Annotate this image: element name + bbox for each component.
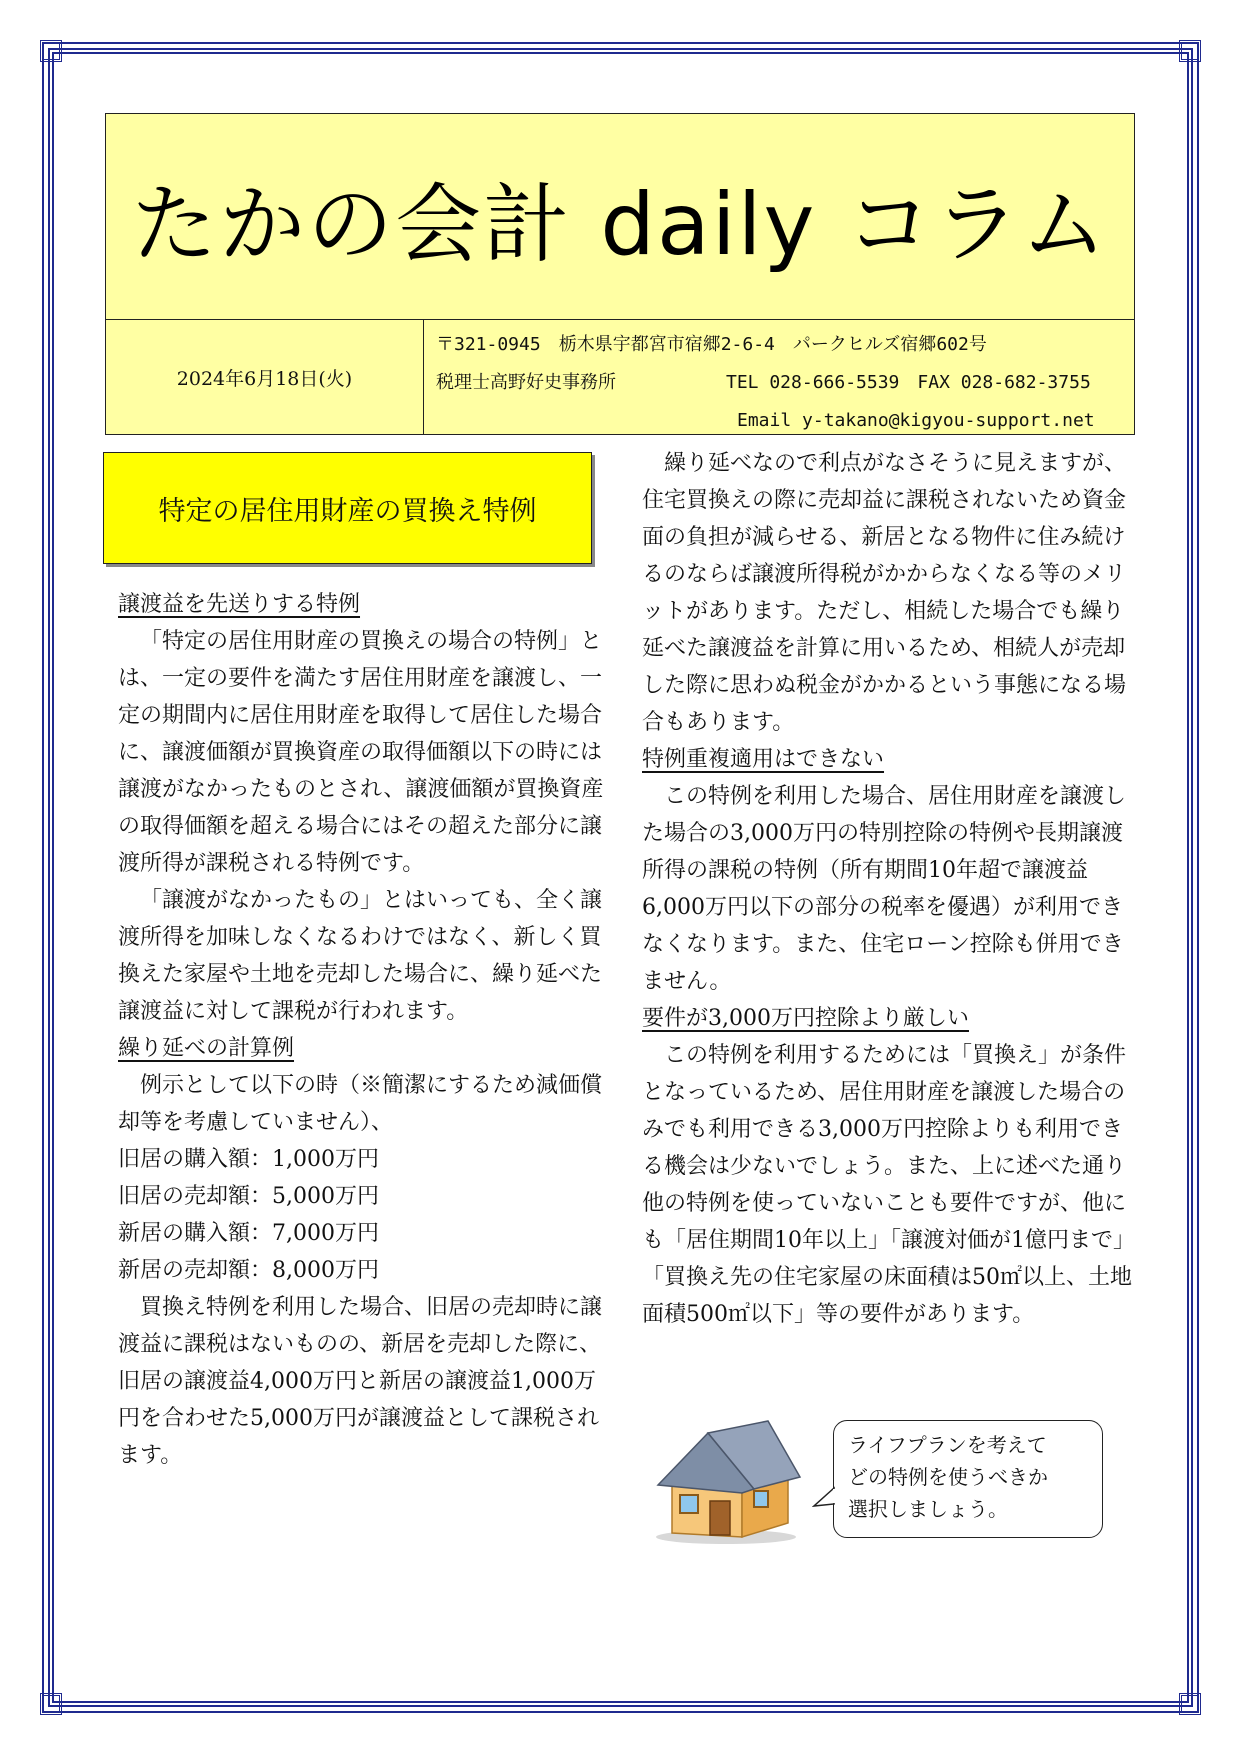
border-corner (1179, 40, 1201, 62)
bubble-line: どの特例を使うべきか (848, 1465, 1048, 1489)
section-heading: 繰り延べの計算例 (118, 1036, 295, 1061)
office-address: 〒321-0945 栃木県宇都宮市宿郷2-6-4 パークヒルズ宿郷602号 (436, 334, 987, 355)
right-column (642, 445, 1132, 1333)
office-contact-line (436, 364, 1126, 402)
office-info (436, 326, 1126, 440)
list-item: 新居の売却額：8,000万円 (118, 1258, 379, 1283)
border-corner (40, 1693, 62, 1715)
section-heading: 譲渡益を先送りする特例 (118, 592, 361, 617)
issue-date: 2024年6月18日(火) (106, 320, 424, 434)
list-item: 旧居の購入額：1,000万円 (118, 1147, 379, 1172)
section-heading: 特例重複適用はできない (642, 747, 885, 772)
paragraph: 繰り延べなので利点がなさそうに見えますが、住宅買換えの際に売却益に課税されないため資金面の負担が減らせる、新居となる物件に住み続けるのならば譲渡所得税がかからなくなる等のメリットがあります。ただし、相続した場合でも繰り延べた譲渡益を計算に用いるため、相続人が売却した際に思わぬ税金がかかるという事態になる場合もあります。 (642, 451, 1127, 735)
office-email: Email y-takano@kigyou-support.net (737, 410, 1095, 431)
paragraph: 例示として以下の時（※簡潔にするため減価償却等を考慮していません）、 (118, 1073, 603, 1135)
bubble-line: ライフプランを考えて (848, 1433, 1047, 1457)
paragraph: 「特定の居住用財産の買換えの場合の特例」とは、一定の要件を満たす居住用財産を譲渡し、一定の期間内に居住用財産を取得して居住した場合に、譲渡価額が買換資産の取得価額以下の時には譲渡がなかったものとされ、譲渡価額が買換資産の取得価額を超える場合にはその超えた部分に譲渡所得が課税される特例です。 (118, 629, 604, 876)
bubble-line: 選択しましょう。 (848, 1497, 1008, 1521)
section-heading: 要件が3,000万円控除より厳しい (642, 1006, 969, 1031)
list-item: 旧居の売却額：5,000万円 (118, 1184, 379, 1209)
border-corner (40, 40, 62, 62)
paragraph: この特例を利用するためには「買換え」が条件となっているため、居住用財産を譲渡した場合のみでも利用できる3,000万円控除よりも利用できる機会は少ないでしょう。また、上に述べた通り他の特例を使っていないことも要件ですが、他にも「居住期間10年以上」「譲渡対価が1億円まで」「買換え先の住宅家屋の床面積は50㎡以上、土地面積500㎡以下」等の要件があります。 (642, 1043, 1132, 1327)
speech-bubble (833, 1420, 1103, 1538)
left-column (118, 586, 612, 1474)
newsletter-header (105, 113, 1135, 435)
border-corner (1179, 1693, 1201, 1715)
paragraph: 「譲渡がなかったもの」とはいっても、全く譲渡所得を加味しなくなるわけではなく、新しく買換えた家屋や土地を売却した場合に、繰り延べた譲渡益に対して課税が行われます。 (118, 888, 603, 1024)
house-icon (650, 1415, 802, 1545)
office-name: 税理士高野好史事務所 (436, 372, 616, 393)
bubble-tail (812, 1486, 836, 1512)
paragraph: 買換え特例を利用した場合、旧居の売却時に譲渡益に課税はないものの、新居を売却した際に、旧居の譲渡益4,000万円と新居の譲渡益1,000万円を合わせた5,000万円が譲渡益として課税されます。 (118, 1295, 603, 1468)
list-item: 新居の購入額：7,000万円 (118, 1221, 379, 1246)
article-title: 特定の居住用財産の買換え特例 (103, 452, 592, 564)
paragraph: この特例を利用した場合、居住用財産を譲渡した場合の3,000万円の特別控除の特例や長期譲渡所得の課税の特例（所有期間10年超で譲渡益6,000万円以下の部分の税率を優遇）が利用できなくなります。また、住宅ローン控除も併用できません。 (642, 784, 1127, 994)
tel-fax: TEL 028-666-5539 FAX 028-682-3755 (726, 372, 1091, 393)
newsletter-title: たかの会計 daily コラム (106, 114, 1134, 320)
